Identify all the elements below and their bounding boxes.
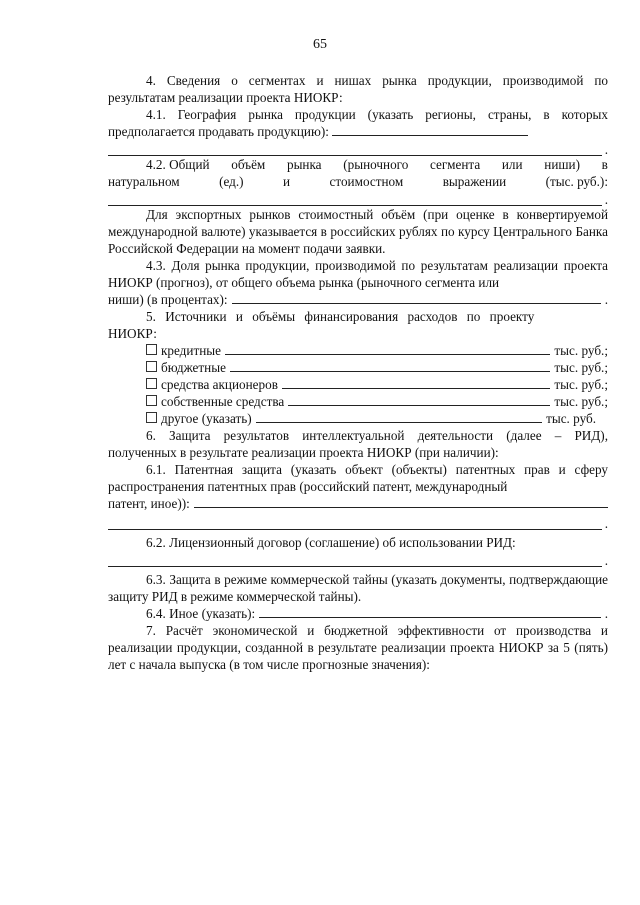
funding-shareholders-field[interactable] (282, 376, 550, 389)
export-note: Для экспортных рынков стоимостный объём (при оценке в конвертируемой международной валюте) указывается в российских рублях по курсу Центрального Банка Российской Федерации на момент подачи заявки. (108, 207, 608, 256)
section-4-1-geo: 4.1. География рынка продукции (указать регионы, страны, в которых предполагается продавать продукцию): (108, 107, 608, 139)
page-number: 65 (313, 37, 327, 52)
funding-own-field[interactable] (288, 393, 550, 406)
section-4-3-share: 4.3. Доля рынка продукции, производимой по результатам реализации проекта НИОКР (прогноз), от общего объема рынка (рыночного сегмента или (108, 258, 608, 290)
funding-other-field[interactable] (256, 410, 542, 423)
geo-answer-field[interactable] (332, 123, 528, 136)
section-6-1-patent: 6.1. Патентная защита (указать объект (объекты) патентных прав и сферу распространения патентных прав (российский патент, международный (108, 462, 608, 494)
section-4-2-line1: 4.2. Общий объём рынка (рыночного сегмента или ниши) в (146, 157, 608, 172)
funding-row-budget: бюджетные тыс. руб.; (108, 359, 608, 376)
geo-answer-line[interactable]: . (108, 140, 602, 156)
section-5-heading-end: НИОКР: (108, 326, 157, 341)
share-answer-field[interactable] (232, 291, 601, 304)
other-answer-row: 6.4. Иное (указать): . (146, 606, 608, 621)
checkbox-icon[interactable] (146, 395, 157, 406)
patent-answer-line[interactable]: . (108, 512, 602, 530)
other-answer-field[interactable] (259, 605, 601, 618)
checkbox-icon[interactable] (146, 412, 157, 423)
funding-row-own: собственные средства тыс. руб.; (108, 393, 608, 410)
patent-answer-field[interactable] (194, 495, 608, 508)
patent-answer-row: патент, иное)): (108, 495, 608, 512)
section-4-heading: 4. Сведения о сегментах и нишах рынка продукции, производимой по результатам реализации проекта НИОКР: (108, 73, 608, 105)
section-6-3-secret: 6.3. Защита в режиме коммерческой тайны (указать документы, подтверждающие защиту РИД в режиме коммерческой тайны). (108, 572, 608, 604)
share-answer-row: ниши) (в процентах): . (108, 292, 608, 307)
checkbox-icon[interactable] (146, 361, 157, 372)
funding-row-credit: кредитные тыс. руб.; (108, 342, 608, 359)
volume-answer-line[interactable]: . (108, 190, 602, 206)
section-6-heading: 6. Защита результатов интеллектуальной деятельности (далее – РИД), полученных в результате реализации проекта НИОКР (при наличии): (108, 428, 608, 460)
funding-row-other: другое (указать) тыс. руб. (108, 410, 608, 427)
checkbox-icon[interactable] (146, 378, 157, 389)
section-4-2-line2: натуральном (ед.) и стоимостном выражении (тыс. руб.): (108, 174, 608, 189)
section-5-heading: 5. Источники и объёмы финансирования расходов по проекту (146, 309, 535, 324)
section-6-2-license: 6.2. Лицензионный договор (соглашение) об использовании РИД: (146, 535, 516, 550)
section-7-text: 7. Расчёт экономической и бюджетной эффективности от производства и реализации продукции, созданной в результате реализации проекта НИОКР за 5 (пять) лет с начала выпуска (в том числе прогнозные значения): (108, 623, 608, 672)
license-answer-line[interactable]: . (108, 551, 602, 567)
document-body (108, 72, 608, 673)
funding-budget-field[interactable] (230, 359, 550, 372)
funding-row-shareholders: средства акционеров тыс. руб.; (108, 376, 608, 393)
funding-credit-field[interactable] (225, 342, 550, 355)
checkbox-icon[interactable] (146, 344, 157, 355)
